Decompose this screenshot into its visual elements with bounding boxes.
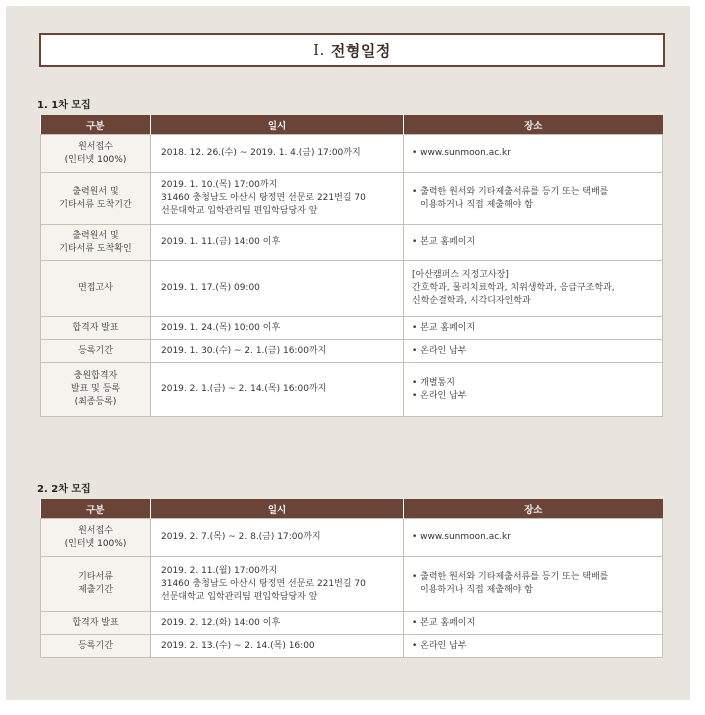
date-cell: 2019. 1. 10.(목) 17:00까지 31460 충청남도 아산시 탕정면 선문로 221번길 70 선문대학교 입학관리팀 편입학담당자 앞 [151, 173, 404, 225]
table-row [41, 340, 663, 363]
date-cell: 2019. 1. 17.(목) 09:00 [151, 261, 404, 317]
place-cell: • 본교 홈페이지 [404, 225, 663, 261]
place-cell: • 온라인 납부 [404, 340, 663, 363]
round2-heading: 2. 2차 모집 [37, 484, 91, 495]
table-row [41, 173, 663, 225]
category-cell: 기타서류 제출기간 [41, 557, 151, 612]
place-cell: • 개별통지 • 온라인 납부 [404, 363, 663, 417]
date-cell: 2018. 12. 26.(수) ~ 2019. 1. 4.(금) 17:00까지 [151, 135, 404, 173]
category-cell: 출력원서 및 기타서류 도착확인 [41, 225, 151, 261]
header-place: 장소 [404, 115, 663, 135]
place-cell: • 본교 홈페이지 [404, 612, 663, 635]
place-cell: • 본교 홈페이지 [404, 317, 663, 340]
table-row [41, 519, 663, 557]
table-row [41, 261, 663, 317]
table-row [41, 612, 663, 635]
category-cell: 면접고사 [41, 261, 151, 317]
category-cell: 등록기간 [41, 340, 151, 363]
table-row [41, 317, 663, 340]
category-cell: 합격자 발표 [41, 612, 151, 635]
date-cell: 2019. 2. 1.(금) ~ 2. 14.(목) 16:00까지 [151, 363, 404, 417]
date-cell: 2019. 2. 11.(월) 17:00까지 31460 충청남도 아산시 탕정면 선문로 221번길 70 선문대학교 입학관리팀 편입학담당자 앞 [151, 557, 404, 612]
table-row [41, 135, 663, 173]
page-title [39, 33, 665, 67]
place-cell: • www.sunmoon.ac.kr [404, 135, 663, 173]
round1-table [40, 115, 663, 417]
table-row [41, 225, 663, 261]
place-cell: • www.sunmoon.ac.kr [404, 519, 663, 557]
date-cell: 2019. 2. 13.(수) ~ 2. 14.(목) 16:00 [151, 635, 404, 658]
round1-header-row [41, 115, 663, 135]
category-cell: 원서접수 (인터넷 100%) [41, 519, 151, 557]
place-cell: • 출력한 원서와 기타제출서류를 등기 또는 택배를 이용하거나 직접 제출해야 함 [404, 557, 663, 612]
header-category: 구분 [41, 115, 151, 135]
header-date: 일시 [151, 115, 404, 135]
header-category: 구분 [41, 499, 151, 519]
date-cell: 2019. 1. 24.(목) 10:00 이후 [151, 317, 404, 340]
category-cell: 등록기간 [41, 635, 151, 658]
title-text: 전형일정 [330, 41, 391, 60]
category-cell: 합격자 발표 [41, 317, 151, 340]
date-cell: 2019. 2. 12.(화) 14:00 이후 [151, 612, 404, 635]
place-cell: • 출력한 원서와 기타제출서류를 등기 또는 택배를 이용하거나 직접 제출해야 함 [404, 173, 663, 225]
round1-heading: 1. 1차 모집 [37, 100, 91, 111]
table-row [41, 363, 663, 417]
round2-header-row [41, 499, 663, 519]
category-cell: 출력원서 및 기타서류 도착기간 [41, 173, 151, 225]
date-cell: 2019. 1. 11.(금) 14:00 이후 [151, 225, 404, 261]
table-row [41, 635, 663, 658]
category-cell: 원서접수 (인터넷 100%) [41, 135, 151, 173]
date-cell: 2019. 1. 30.(수) ~ 2. 1.(금) 16:00까지 [151, 340, 404, 363]
category-cell: 충원합격자 발표 및 등록 (최종등록) [41, 363, 151, 417]
place-cell: [아산캠퍼스 지정고사장] 간호학과, 물리치료학과, 치위생학과, 응급구조학과, 신학순결학과, 시각디자인학과 [404, 261, 663, 317]
title-numeral: Ⅰ. [313, 41, 325, 59]
round2-table [40, 499, 663, 658]
table-row [41, 557, 663, 612]
place-cell: • 온라인 납부 [404, 635, 663, 658]
date-cell: 2019. 2. 7.(목) ~ 2. 8.(금) 17:00까지 [151, 519, 404, 557]
header-date: 일시 [151, 499, 404, 519]
header-place: 장소 [404, 499, 663, 519]
